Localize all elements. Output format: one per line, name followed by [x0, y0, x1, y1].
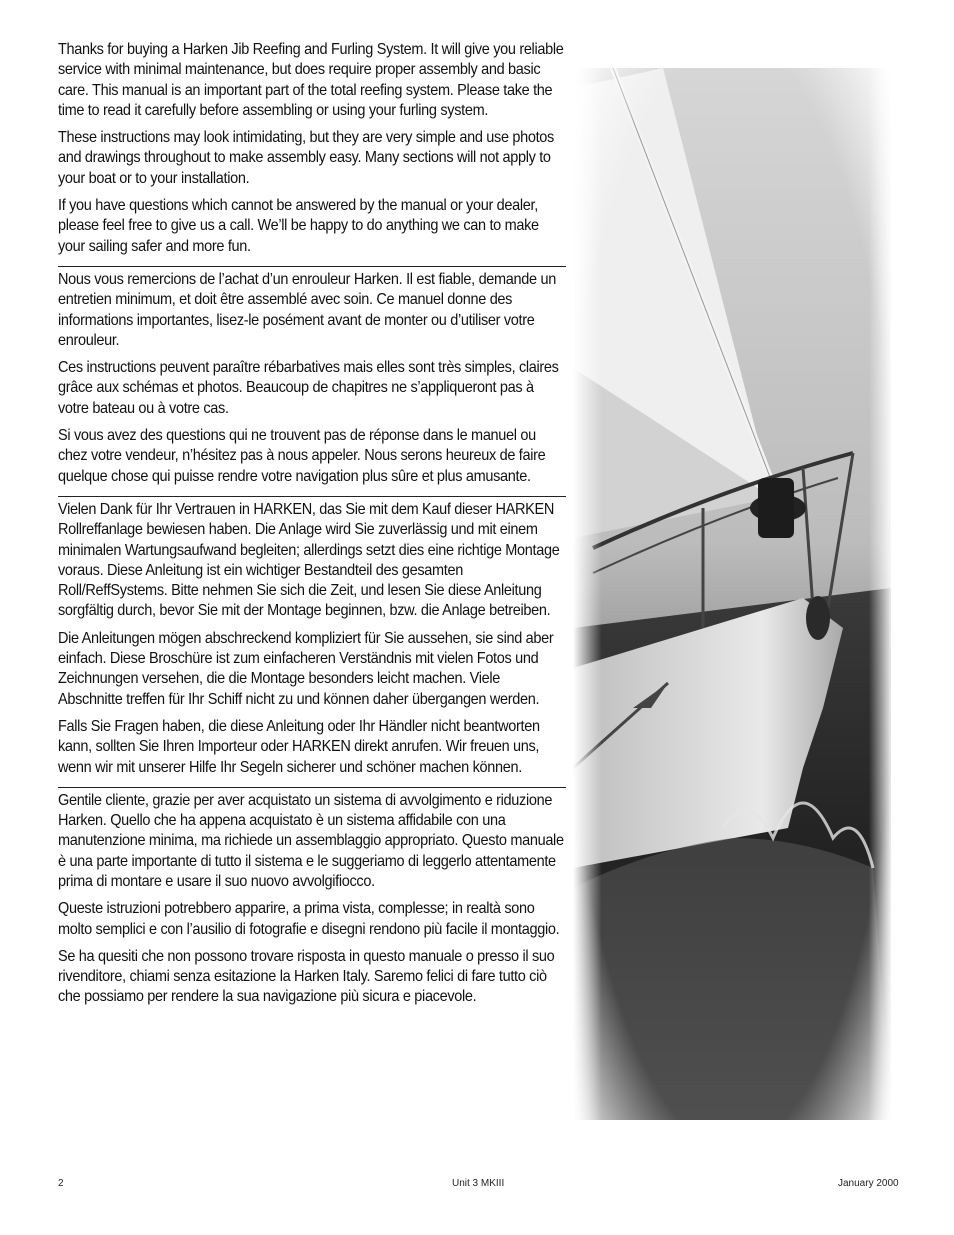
date-label: January 2000 [838, 1178, 899, 1189]
text-column [58, 40, 566, 1017]
sailboat-illustration [573, 68, 891, 1120]
english-section [58, 40, 566, 266]
german-section [58, 496, 566, 787]
page-number: 2 [58, 1178, 64, 1189]
unit-label: Unit 3 MKIII [452, 1178, 505, 1189]
french-section [58, 266, 566, 496]
german-paragraph-3: Falls Sie Fragen haben, die diese Anleitung oder Ihr Händler nicht beantworten kann, sollten Sie Ihren Importeur oder HARKEN direkt anrufen. Wir freuen uns, wenn wir mit unserer Hilfe Ihr Segeln sicherer und schöner machen können. [58, 717, 540, 776]
italian-paragraph-3: Se ha quesiti che non possono trovare risposta in questo manuale o presso il suo rivenditore, chiami senza esitazione la Harken Italy. Saremo felici di fare tutto ciò che possiamo per rendere la sua navigazione più sicura e piacevole. [58, 947, 555, 1006]
italian-section [58, 787, 566, 1017]
italian-paragraph-1: Gentile cliente, grazie per aver acquistato un sistema di avvolgimento e riduzione Harken. Quello che ha appena acquistato è un sistema affidabile con una manutenzione minima, ma richiede un assemblaggio appropriato. Questo manuale è una parte importante di tutto il sistema e le suggeriamo di leggerlo attentamente prima di montare e usare il suo nuovo avvolgifiocco. [58, 791, 564, 890]
french-paragraph-3: Si vous avez des questions qui ne trouvent pas de réponse dans le manuel ou chez votre vendeur, n’hésitez pas à nous appeler. Nous serons heureux de faire quelque chose qui puisse rendre votre navigation plus sûre et plus amusante. [58, 427, 546, 485]
french-paragraph-1: Nous vous remercions de l’achat d’un enrouleur Harken. Il est fiable, demande un entretien minimum, et doit être assemblé avec soin. Ce manuel donne des informations importantes, lisez-le posément avant de monter ou d’utiliser votre enrouleur. [58, 270, 556, 349]
german-paragraph-2: Die Anleitungen mögen abschreckend kompliziert für Sie aussehen, sie sind aber einfach. Diese Broschüre ist zum einfacheren Verständnis mit vielen Fotos und Zeichnungen versehen, die die Montage besonders leicht machen. Viele Abschnitte treffen für Ihr Schiff nicht zu und können daher übergangen werden. [58, 629, 554, 708]
english-paragraph-1: Thanks for buying a Harken Jib Reefing and Furling System. It will give you reliable service with minimal maintenance, but does require proper assembly and basic care. This manual is an important part of the total reefing system. Please take the time to read it carefully before assembling or using your furling system. [58, 41, 564, 119]
german-paragraph-1: Vielen Dank für Ihr Vertrauen in HARKEN, das Sie mit dem Kauf dieser HARKEN Rollreffanlage bewiesen haben. Die Anlage wird Sie zuverlässig und mit einem minimalen Wartungsaufwand begleiten; allerdings setzt dies eine richtige Montage voraus. Diese Anleitung ist ein wichtiger Bestandteil des gesamten Roll/ReffSystems. Bitte nehmen Sie sich die Zeit, und lesen Sie diese Anleitung sorgfältig durch, bevor Sie mit der Montage beginnen, bzw. die Anlage betreiben. [58, 500, 560, 620]
english-paragraph-2: These instructions may look intimidating, but they are very simple and use photos and drawings throughout to make assembly easy. Many sections will not apply to your boat or to your installation. [58, 129, 554, 187]
french-paragraph-2: Ces instructions peuvent paraître rébarbatives mais elles sont très simples, claires grâce aux schémas et photos. Beaucoup de chapitres ne s’appliqueront pas à votre bateau ou à votre cas. [58, 359, 559, 417]
italian-paragraph-2: Queste istruzioni potrebbero apparire, a prima vista, complesse; in realtà sono molto semplici e con l’ausilio di fotografie e disegni rendono più facile il montaggio. [58, 900, 560, 938]
english-paragraph-3: If you have questions which cannot be answered by the manual or your dealer, please feel free to give us a call. We’ll be happy to do anything we can to make your sailing safer and more fun. [58, 197, 539, 255]
sailboat-photo [573, 68, 891, 1120]
